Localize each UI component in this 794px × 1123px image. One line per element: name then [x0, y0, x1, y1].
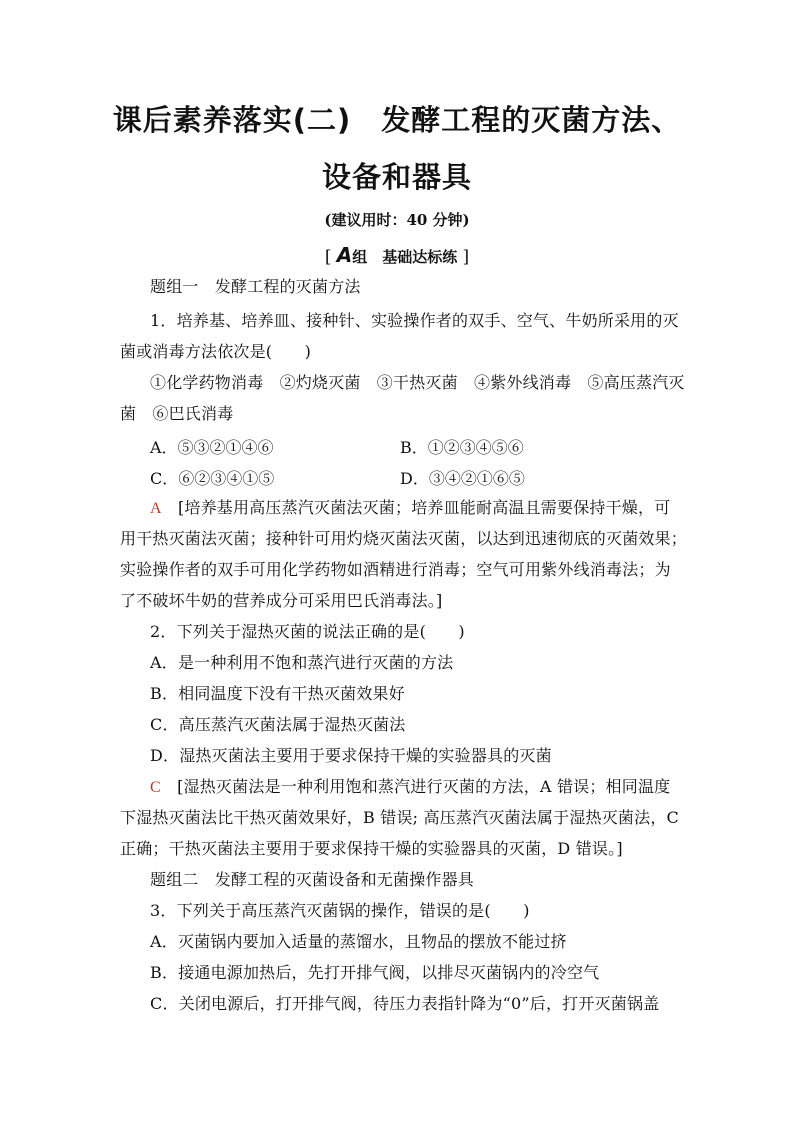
q2-option-b: B．相同温度下没有干热灭菌效果好 — [150, 684, 405, 703]
q2-option-c: C．高压蒸汽灭菌法属于湿热灭菌法 — [150, 715, 406, 734]
q1-answer: A — [150, 500, 162, 517]
q1-methods-line2: 菌 ⑥巴氏消毒 — [120, 404, 234, 423]
q1-stem-line2: 菌或消毒方法依次是( ) — [120, 342, 312, 361]
q1-option-a: A．⑤③②①④⑥ — [150, 438, 274, 457]
q1-explanation-text1: [培养基用高压蒸汽灭菌法灭菌；培养皿能耐高温且需要保持干燥，可 — [177, 498, 671, 517]
q1-option-d: D．③④②①⑥⑤ — [400, 469, 525, 488]
q2-answer: C — [150, 779, 161, 796]
q1-stem-line1: 1．培养基、培养皿、接种针、实验操作者的双手、空气、牛奶所采用的灭 — [150, 311, 679, 330]
q2-option-a: A．是一种利用不饱和蒸汽进行灭菌的方法 — [150, 653, 454, 672]
q1-explanation-line2: 用干热灭菌法灭菌；接种针可用灼烧灭菌法灭菌，以达到迅速彻底的灭菌效果； — [120, 529, 688, 548]
q2-explanation-line2: 下湿热灭菌法比干热灭菌效果好，B 错误; 高压蒸汽灭菌法属于湿热灭菌法，C — [120, 808, 679, 827]
group-bracket-right: ] — [462, 247, 470, 267]
section-heading-1: 题组一 发酵工程的灭菌方法 — [150, 277, 361, 296]
q3-option-b: B．接通电源加热后，先打开排气阀，以排尽灭菌锅内的冷空气 — [150, 963, 600, 982]
q2-explanation-line1 — [150, 776, 670, 799]
q3-option-c: C．关闭电源后，打开排气阀，待压力表指针降为“0”后，打开灭菌锅盖 — [150, 994, 660, 1013]
q1-explanation-line1 — [150, 497, 670, 520]
q1-methods-line1: ①化学药物消毒 ②灼烧灭菌 ③干热灭菌 ④紫外线消毒 ⑤高压蒸汽灭 — [150, 373, 685, 392]
q1-option-b: B．①②③④⑤⑥ — [400, 438, 524, 457]
section-heading-2: 题组二 发酵工程的灭菌设备和无菌操作器具 — [150, 870, 475, 889]
q1-explanation-line3: 实验操作者的双手可用化学药物如酒精进行消毒；空气可用紫外线消毒法；为 — [120, 560, 671, 579]
group-header — [0, 243, 794, 267]
q3-option-a: A．灭菌锅内要加入适量的蒸馏水，且物品的摆放不能过挤 — [150, 932, 567, 951]
q2-stem: 2．下列关于湿热灭菌的说法正确的是( ) — [150, 622, 465, 641]
time-hint: (建议用时：40 分钟) — [324, 211, 470, 229]
page-title-line1: 课后素养落实(二) 发酵工程的灭菌方法、 — [112, 103, 682, 137]
group-bracket-left: [ — [324, 247, 332, 267]
q2-explanation-text1: [湿热灭菌法是一种利用饱和蒸汽进行灭菌的方法，A 错误；相同温度 — [177, 777, 671, 796]
q2-option-d: D．湿热灭菌法主要用于要求保持干燥的实验器具的灭菌 — [150, 746, 552, 765]
page-title-line2: 设备和器具 — [321, 160, 472, 194]
q3-stem: 3．下列关于高压蒸汽灭菌锅的操作，错误的是( ) — [150, 901, 530, 920]
q1-explanation-line4: 了不破坏牛奶的营养成分可采用巴氏消毒法。] — [120, 591, 443, 610]
group-label: 组 基础达标练 — [352, 248, 458, 266]
q2-explanation-line3: 正确；干热灭菌法主要用于要求保持干燥的实验器具的灭菌，D 错误。] — [120, 839, 623, 858]
group-letter: A — [336, 243, 353, 267]
q1-option-c: C．⑥②③④①⑤ — [150, 469, 275, 488]
